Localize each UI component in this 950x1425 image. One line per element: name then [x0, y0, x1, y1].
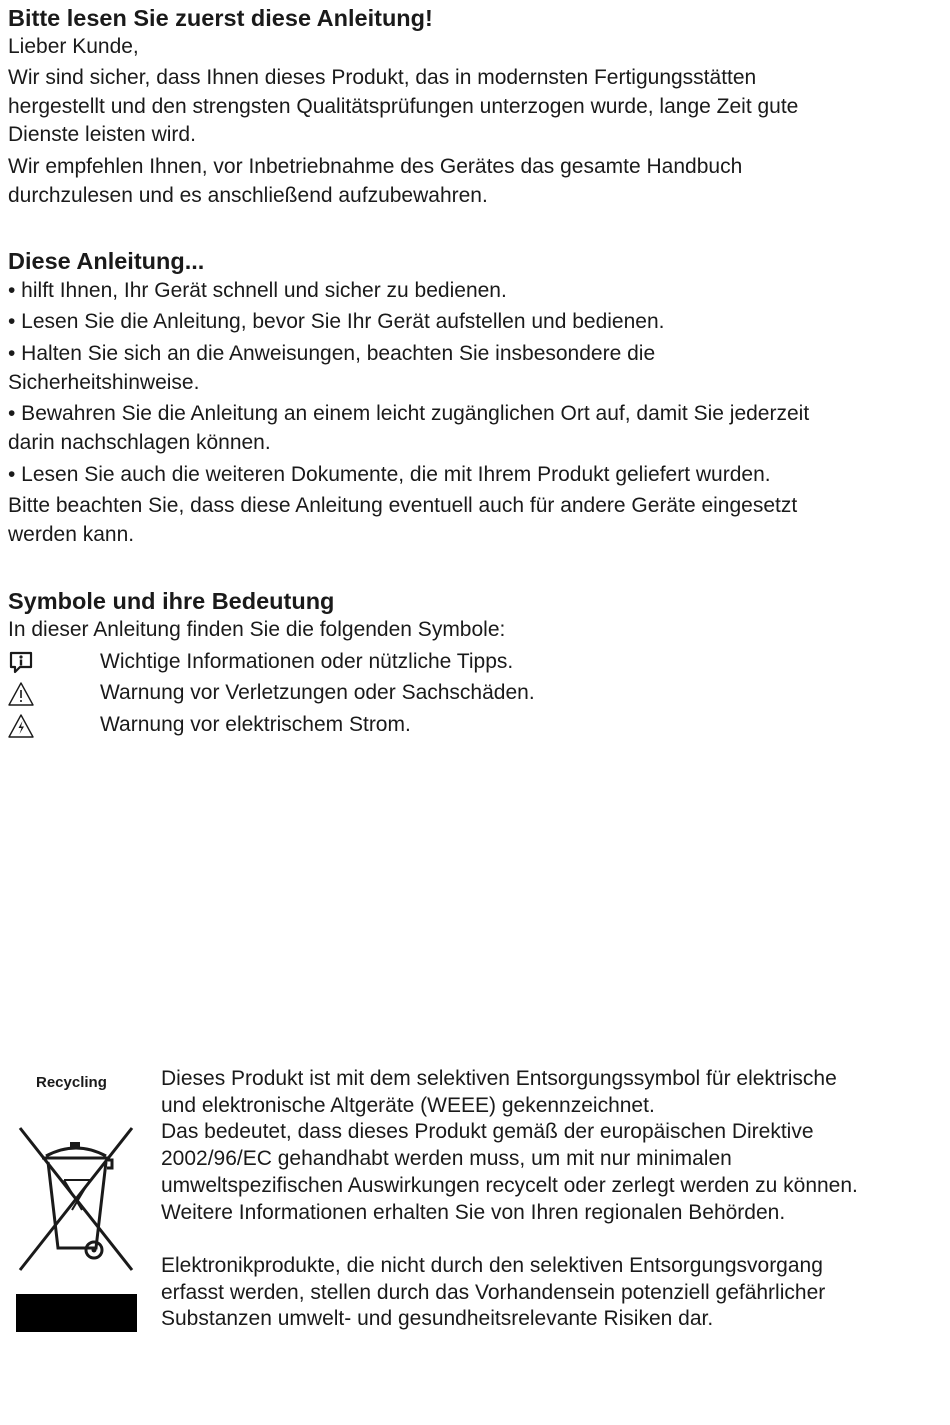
bullet-item: • Halten Sie sich an die Anweisungen, beachten Sie insbesondere die Sicherheitshinweise.: [8, 342, 656, 394]
bullet-item: • Lesen Sie auch die weiteren Dokumente, die mit Ihrem Produkt geliefert wurden.: [8, 463, 771, 486]
text-line: durchzulesen und es anschließend aufzubewahren.: [8, 183, 488, 207]
recycling-label: Recycling: [36, 1074, 107, 1091]
bullet-item: • hilft Ihnen, Ihr Gerät schnell und sicher zu bedienen.: [8, 279, 507, 302]
symbol-row-electric: Warnung vor elektrischem Strom.: [8, 711, 708, 741]
symbols-intro: In dieser Anleitung finden Sie die folgenden Symbole:: [8, 618, 506, 641]
text-line: Dieses Produkt ist mit dem selektiven Entsorgungssymbol für elektrische: [161, 1067, 837, 1090]
recycling-paragraph-1: [161, 1066, 931, 1226]
weee-bar-symbol: [16, 1294, 137, 1332]
guide-note: Bitte beachten Sie, dass diese Anleitung eventuell auch für andere Geräte eingesetzt werden kann.: [8, 494, 798, 546]
text-line: erfasst werden, stellen durch das Vorhandensein potenziell gefährlicher: [161, 1280, 826, 1304]
text-line: Dienste leisten wird.: [8, 123, 196, 146]
crossed-out-wheelie-bin-icon: [12, 1120, 140, 1285]
symbol-row-info: Wichtige Informationen oder nützliche Tipps.: [8, 648, 708, 678]
text-line: Weitere Informationen erhalten Sie von Ihren regionalen Behörden.: [161, 1200, 786, 1224]
electric-warning-icon: [8, 713, 34, 739]
intro-paragraph-1: [8, 64, 908, 150]
section-heading-guide: Diese Anleitung...: [8, 248, 205, 274]
info-icon: [8, 650, 34, 676]
page-title: Bitte lesen Sie zuerst diese Anleitung!: [8, 5, 433, 31]
text-line: umweltspezifischen Auswirkungen recycelt oder zerlegt werden zu können.: [161, 1173, 858, 1197]
text-line: Das bedeutet, dass dieses Produkt gemäß der europäischen Direktive: [161, 1120, 814, 1144]
text-line: Elektronikprodukte, die nicht durch den selektiven Entsorgungsvorgang: [161, 1254, 823, 1277]
section-heading-symbols: Symbole und ihre Bedeutung: [8, 588, 335, 614]
recycling-paragraph-2: [161, 1253, 931, 1333]
bullet-item: • Lesen Sie die Anleitung, bevor Sie Ihr Gerät aufstellen und bedienen.: [8, 310, 665, 333]
warning-icon: [8, 681, 34, 707]
text-line: 2002/96/EC gehandhabt werden muss, um mit nur minimalen: [161, 1147, 732, 1171]
text-line: Wir sind sicher, dass Ihnen dieses Produkt, das in modernsten Fertigungsstätten: [8, 66, 757, 89]
salutation: Lieber Kunde,: [8, 35, 139, 58]
text-line: und elektronische Altgeräte (WEEE) gekennzeichnet.: [161, 1093, 655, 1117]
symbol-row-warning: Warnung vor Verletzungen oder Sachschäden.: [8, 679, 708, 709]
bullet-item: • Bewahren Sie die Anleitung an einem leicht zugänglichen Ort auf, damit Sie jederzeit darin nachschlagen können.: [8, 402, 810, 454]
text-line: Substanzen umwelt- und gesundheitsrelevante Risiken dar.: [161, 1307, 714, 1331]
text-line: hergestellt und den strengsten Qualitätsprüfungen unterzogen wurde, lange Zeit gute: [8, 94, 799, 118]
text-line: Wir empfehlen Ihnen, vor Inbetriebnahme des Gerätes das gesamte Handbuch: [8, 155, 743, 178]
intro-paragraph-2: [8, 153, 908, 210]
